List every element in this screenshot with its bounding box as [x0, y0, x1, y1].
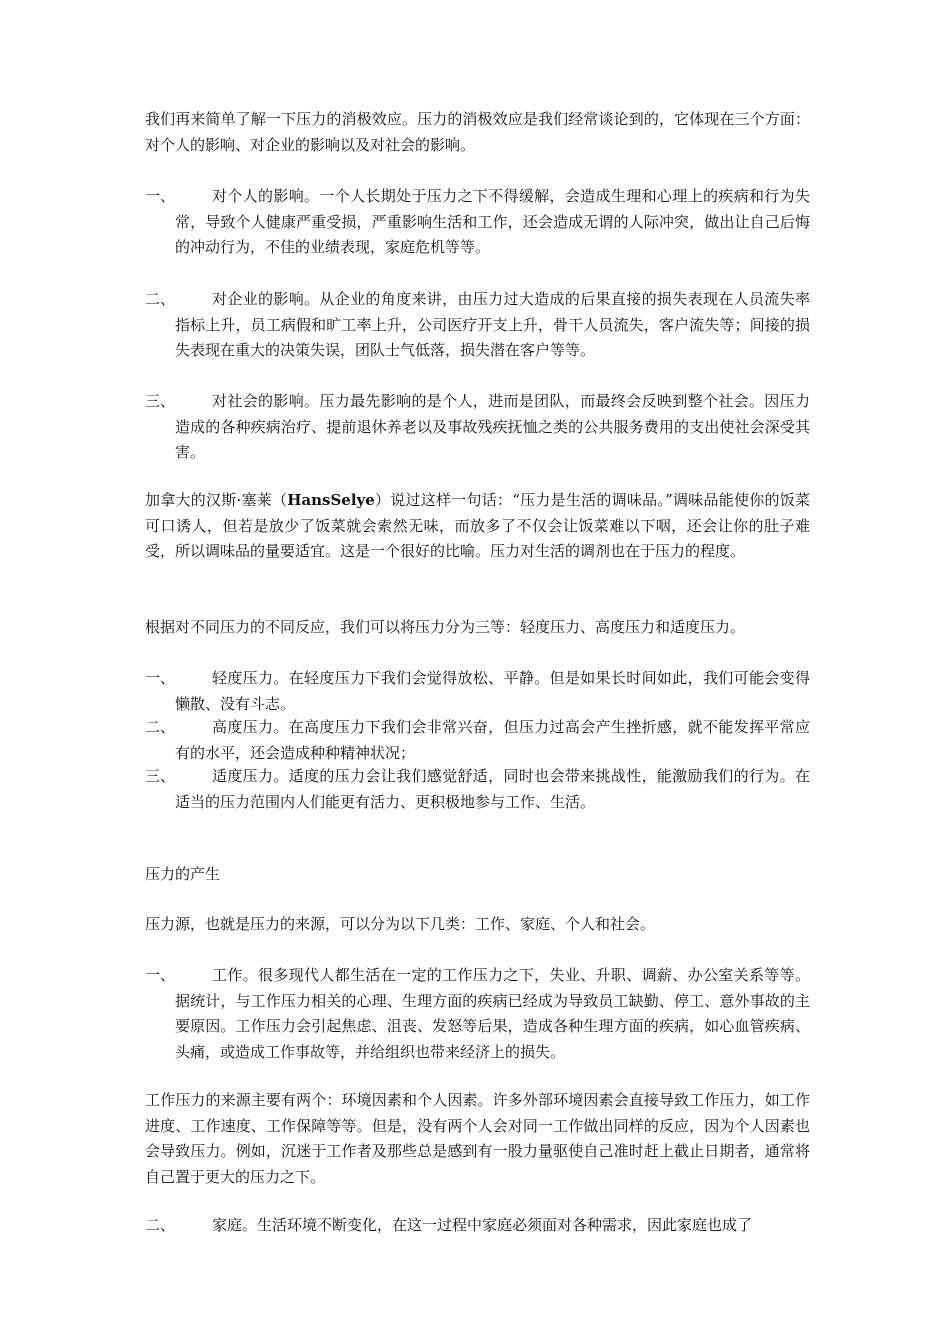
quote-before: 加拿大的汉斯·塞莱（	[145, 491, 288, 509]
list-number: 二、	[145, 718, 176, 736]
list-number: 一、	[145, 966, 176, 984]
sources-intro: 压力源，也就是压力的来源，可以分为以下几类：工作、家庭、个人和社会。	[145, 915, 656, 933]
levels-intro: 根据对不同压力的不同反应，我们可以将压力分为三等：轻度压力、高度压力和适度压力。	[145, 618, 746, 636]
effect-item-society	[145, 389, 810, 466]
list-text: 对企业的影响。从企业的角度来讲，由压力过大造成的后果直接的损失表现在人员流失率指标上升，员工病假和旷工率上升，公司医疗开支上升，骨干人员流失，客户流失等；间接的损失表现在重大的决策失误，团队士气低落，损失潜在客户等等。	[175, 290, 810, 359]
section-heading: 压力的产生	[145, 865, 221, 883]
list-text: 工作。很多现代人都生活在一定的工作压力之下，失业、升职、调薪、办公室关系等等。据统计，与工作压力相关的心理、生理方面的疾病已经成为导致员工缺勤、停工、意外事故的主要原因。工作压力会引起焦虑、沮丧、发怒等后果，造成各种生理方面的疾病，如心血管疾病、头痛，或造成工作事故等，并给组织也带来经济上的损失。	[175, 966, 810, 1061]
effect-item-enterprise	[145, 287, 810, 364]
source-item-family	[145, 1213, 810, 1239]
level-item-high	[145, 715, 810, 766]
intro-paragraph: 我们再来简单了解一下压力的消极效应。压力的消极效应是我们经常谈论到的，它体现在三个方面：对个人的影响、对企业的影响以及对社会的影响。	[145, 110, 810, 154]
list-number: 二、	[145, 1216, 176, 1234]
list-number: 一、	[145, 187, 176, 205]
list-number: 三、	[145, 767, 176, 785]
list-text: 适度压力。适度的压力会让我们感觉舒适，同时也会带来挑战性，能激励我们的行为。在适当的压力范围内人们能更有活力、更积极地参与工作、生活。	[175, 767, 810, 811]
list-text: 高度压力。在高度压力下我们会非常兴奋，但压力过高会产生挫折感，就不能发挥平常应有的水平，还会造成种种精神状况；	[175, 718, 810, 762]
list-text: 对社会的影响。压力最先影响的是个人，进而是团队，而最终会反映到整个社会。因压力造成的各种疾病治疗、提前退休养老以及事故残疾抚恤之类的公共服务费用的支出使社会深受其害。	[175, 392, 810, 461]
list-number: 一、	[145, 669, 176, 687]
list-number: 三、	[145, 392, 176, 410]
source-item-work	[145, 963, 810, 1065]
quote-paragraph	[145, 488, 810, 565]
effect-item-personal	[145, 184, 810, 261]
level-item-moderate	[145, 764, 810, 815]
quote-after: ）说过这样一句话：“压力是生活的调味品。”调味品能使你的饭菜可口诱人，但若是放少了饭菜就会索然无味，而放多了不仅会让饭菜难以下咽，还会让你的肚子难受，所以调味品的量要适宜。这是一个很好的比喻。压力对生活的调剂也在于压力的程度。	[145, 491, 810, 560]
list-text: 家庭。生活环境不断变化，在这一过程中家庭必须面对各种需求，因此家庭也成了	[212, 1216, 753, 1234]
level-item-light	[145, 666, 810, 717]
list-number: 二、	[145, 290, 176, 308]
list-text: 轻度压力。在轻度压力下我们会觉得放松、平静。但是如果长时间如此，我们可能会变得懒散、没有斗志。	[175, 669, 810, 713]
list-text: 对个人的影响。一个人长期处于压力之下不得缓解，会造成生理和心理上的疾病和行为失常，导致个人健康严重受损，严重影响生活和工作，还会造成无谓的人际冲突，做出让自己后悔的冲动行为，不佳的业绩表现，家庭危机等等。	[175, 187, 810, 256]
work-sources-paragraph: 工作压力的来源主要有两个：环境因素和个人因素。许多外部环境因素会直接导致工作压力，如工作进度、工作速度、工作保障等等。但是，没有两个人会对同一工作做出同样的反应，因为个人因素也会导致压力。例如，沉迷于工作者及那些总是感到有一股力量驱使自己准时赶上截止日期者，通常将自己置于更大的压力之下。	[145, 1091, 810, 1186]
quote-author-name: HansSelye	[287, 491, 375, 509]
